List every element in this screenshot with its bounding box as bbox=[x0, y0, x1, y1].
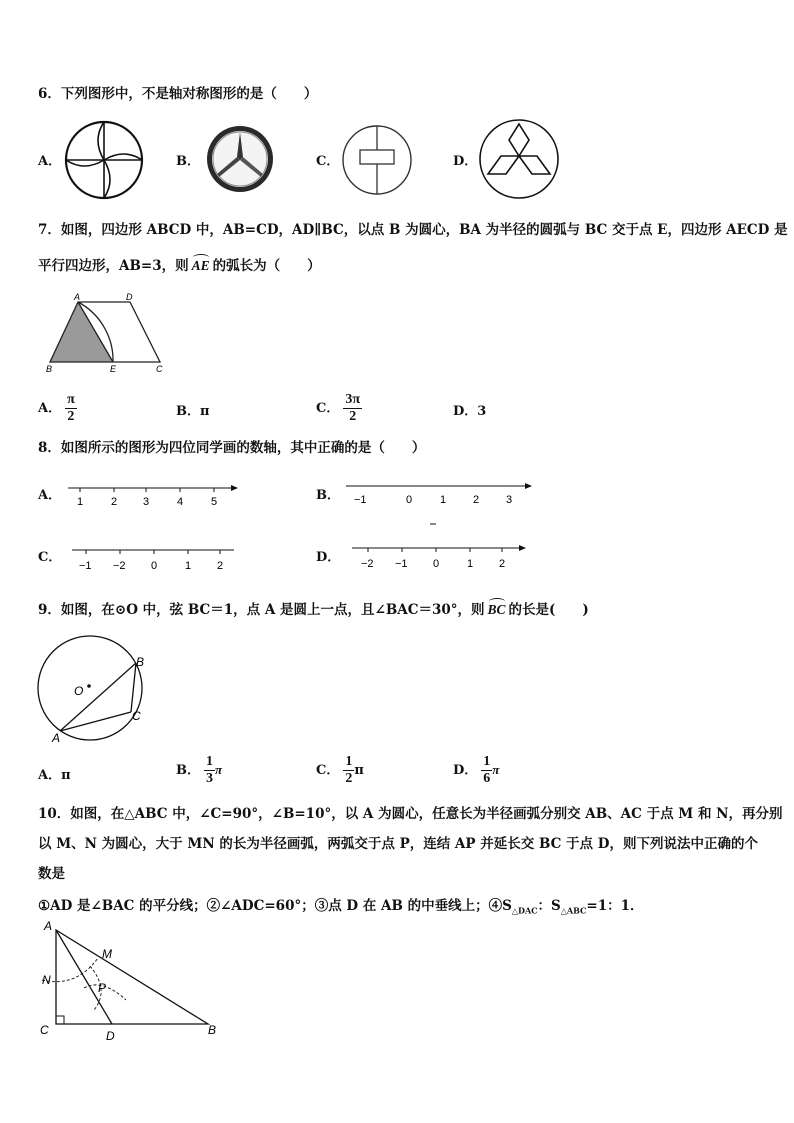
q7-option-a-fraction bbox=[65, 392, 77, 425]
q9-label-c: C bbox=[132, 709, 141, 723]
q8-axis-b-tick-1: 0 bbox=[406, 494, 413, 506]
q9-option-d bbox=[453, 754, 499, 787]
q6-option-d-label: D． bbox=[453, 154, 478, 169]
q7-stem-line1: 7．如图，四边形 ABCD 中，AB=CD，AD∥BC，以点 B 为圆心，BA 为半径的圆弧与 BC 交于点 E，四边形 AECD 是 bbox=[38, 222, 788, 238]
q10-statements bbox=[38, 894, 644, 916]
q10-label-d: D bbox=[106, 1029, 115, 1043]
q9-figure-circle bbox=[36, 636, 151, 744]
q7-option-c-den: 2 bbox=[349, 409, 357, 424]
q7-option-d bbox=[453, 400, 486, 419]
q10-statements-a: ①AD 是∠BAC 的平分线；②∠ADC=60°；③点 D 在 AB 的中垂线上；④S bbox=[38, 898, 512, 914]
q10-label-b: B bbox=[208, 1023, 217, 1037]
q7-figure-parallelogram bbox=[40, 290, 175, 376]
q8-axis-a-tick-4: 5 bbox=[211, 496, 218, 508]
q8-stem: 8．如图所示的图形为四位同学画的数轴，其中正确的是（ ） bbox=[38, 440, 426, 456]
q8-axis-c bbox=[70, 542, 240, 576]
q8-axis-a-ticks bbox=[80, 488, 214, 492]
q8-axis-c-tick-0: −1 bbox=[79, 560, 92, 572]
q9-option-b-num: 1 bbox=[206, 754, 213, 769]
q8-axis-d-tick-2: 0 bbox=[433, 558, 440, 570]
q10-line2: 以 M、N 为圆心，大于 MN 的长为半径画弧，两弧交于点 P，连结 AP 并延长交 BC 于点 D，则下列说法中正确的个 bbox=[38, 836, 758, 852]
q6-option-a-label: A． bbox=[38, 154, 62, 169]
q10-label-n: N bbox=[42, 973, 51, 987]
q9-option-b-label: B． bbox=[176, 763, 200, 778]
q7-option-c-num: 3π bbox=[345, 392, 361, 407]
q8-axis-a-tick-1: 2 bbox=[111, 496, 118, 508]
q8-axis-b-tick-3: 2 bbox=[473, 494, 480, 506]
q9-option-a bbox=[38, 764, 71, 783]
q8-axis-c-tick-4: 2 bbox=[217, 560, 224, 572]
q9-option-b-fraction bbox=[204, 754, 215, 787]
q10-line3: 数是 bbox=[38, 866, 65, 882]
q6-option-b-label: B． bbox=[176, 154, 200, 169]
q9-label-a: A bbox=[52, 731, 61, 745]
q8-option-d-label: D． bbox=[316, 550, 341, 565]
q9-arc-bc: BC bbox=[488, 602, 506, 617]
q7-label-e: E bbox=[110, 364, 117, 374]
q8-axis-b-tick-4: 3 bbox=[506, 494, 513, 506]
q10-label-c: C bbox=[40, 1023, 49, 1037]
q9-stem bbox=[38, 598, 589, 618]
q8-axis-d-tick-1: −1 bbox=[395, 558, 408, 570]
q9-option-c-label: C． bbox=[316, 763, 340, 778]
q7-option-a-den: 2 bbox=[67, 409, 75, 424]
q10-figure-triangle bbox=[36, 918, 226, 1044]
q7-option-a-num: π bbox=[67, 392, 75, 407]
q9-option-a-label: A． bbox=[38, 768, 62, 783]
q7-label-d: D bbox=[126, 292, 133, 302]
q8-axis-d-tick-0: −2 bbox=[361, 558, 374, 570]
q8-option-c-label: C． bbox=[38, 550, 62, 565]
q7-option-c bbox=[316, 392, 362, 425]
q7-stem-line2-b: 的弧长为（ ） bbox=[212, 258, 321, 274]
q9-option-d-num: 1 bbox=[483, 754, 491, 769]
q7-option-b bbox=[176, 400, 210, 419]
q9-option-c bbox=[316, 754, 364, 787]
q8-axis-d-tick-4: 2 bbox=[499, 558, 506, 570]
q9-label-o: O bbox=[74, 684, 84, 698]
q9-option-d-den: 6 bbox=[483, 771, 491, 786]
q7-option-b-text: π bbox=[200, 404, 210, 419]
q9-option-d-pi: π bbox=[492, 762, 500, 777]
q7-arc-ae: AE bbox=[192, 258, 210, 273]
q8-option-a-label: A． bbox=[38, 488, 62, 503]
q10-statements-mid: ：S bbox=[537, 898, 561, 914]
q7-label-c: C bbox=[156, 364, 163, 374]
q8-axis-a-tick-2: 3 bbox=[143, 496, 150, 508]
q7-option-b-label: B． bbox=[176, 404, 200, 419]
q9-option-b-pi: π bbox=[215, 762, 223, 777]
q7-option-a-label: A． bbox=[38, 401, 62, 416]
q7-option-d-text: 3 bbox=[477, 404, 487, 419]
q7-stem-line2-a: 平行四边形，AB=3，则 bbox=[38, 258, 189, 274]
q7-option-a bbox=[38, 392, 77, 425]
q9-option-b-den: 3 bbox=[206, 771, 213, 786]
q6-stem: 6．下列图形中，不是轴对称图形的是（ ） bbox=[38, 86, 318, 102]
q8-axis-a bbox=[66, 478, 241, 512]
q6-figure-d-three-diamonds bbox=[478, 118, 560, 200]
q9-option-a-text: π bbox=[61, 768, 71, 783]
q8-axis-b-tick-2: 1 bbox=[440, 494, 447, 506]
q10-sub-dac: △DAC bbox=[511, 905, 538, 916]
q9-stem-b: 的长是( ) bbox=[508, 602, 589, 618]
q10-label-a: A bbox=[44, 919, 53, 933]
q8-axis-a-tick-0: 1 bbox=[77, 496, 84, 508]
q6-figure-a-pinwheel bbox=[62, 118, 146, 202]
q8-axis-b bbox=[344, 476, 539, 532]
q8-axis-c-tick-3: 1 bbox=[185, 560, 192, 572]
q7-option-d-label: D． bbox=[453, 404, 478, 419]
q6-option-c-label: C． bbox=[316, 154, 340, 169]
q9-option-c-fraction bbox=[343, 754, 354, 787]
q10-statements-tail: =1：1． bbox=[586, 898, 644, 914]
q8-option-b-label: B． bbox=[316, 488, 340, 503]
q10-line1: 10．如图，在△ABC 中，∠C=90°，∠B=10°，以 A 为圆心，任意长为半径画弧分别交 AB、AC 于点 M 和 N，再分别 bbox=[38, 806, 783, 822]
q7-option-c-label: C． bbox=[316, 401, 340, 416]
q10-label-m: M bbox=[102, 947, 112, 961]
q8-axis-d bbox=[350, 540, 532, 574]
q8-axis-b-tick-0: −1 bbox=[354, 494, 367, 506]
q9-option-d-fraction bbox=[481, 754, 492, 787]
q8-axis-c-tick-2: 0 bbox=[151, 560, 158, 572]
q8-axis-a-tick-3: 4 bbox=[177, 496, 184, 508]
q8-axis-d-tick-3: 1 bbox=[467, 558, 474, 570]
q7-label-a: A bbox=[74, 292, 81, 302]
q7-option-c-fraction bbox=[343, 392, 362, 425]
q10-sub-abc: △ABC bbox=[560, 905, 587, 916]
q9-option-d-label: D． bbox=[453, 763, 478, 778]
q9-label-b: B bbox=[136, 655, 145, 669]
q10-label-p: P bbox=[98, 981, 107, 995]
q7-stem-line2 bbox=[38, 254, 321, 274]
q9-option-c-den: 2 bbox=[345, 771, 353, 786]
q6-figure-b-star-logo bbox=[205, 124, 275, 194]
q6-figure-c-circle-rect bbox=[340, 124, 414, 196]
q9-option-b bbox=[176, 754, 222, 787]
q9-option-c-num: 1 bbox=[345, 754, 353, 769]
q9-stem-a: 9．如图，在⊙O 中，弦 BC＝1，点 A 是圆上一点，且∠BAC＝30°，则 bbox=[38, 602, 485, 618]
q8-axis-c-tick-1: −2 bbox=[113, 560, 126, 572]
q7-label-b: B bbox=[46, 364, 53, 374]
q9-option-c-pi: π bbox=[354, 763, 364, 778]
